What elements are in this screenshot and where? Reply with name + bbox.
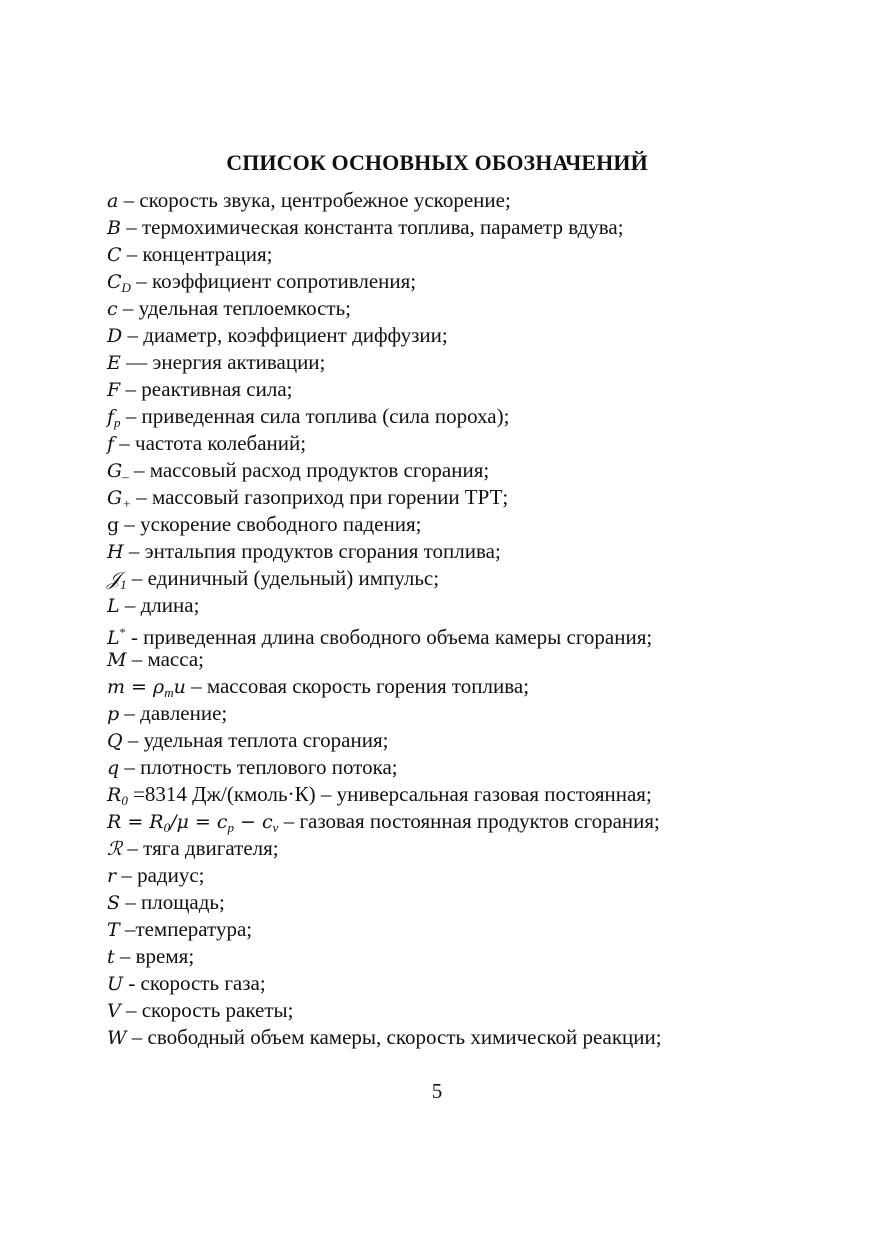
notation-symbol: C	[107, 244, 122, 266]
notation-description: – концентрация;	[121, 242, 273, 266]
notation-entry	[107, 376, 807, 403]
notation-description: – реактивная сила;	[120, 377, 293, 401]
notation-symbol-continued: /μ = c	[170, 811, 228, 833]
notation-symbol: q	[107, 757, 120, 779]
notation-subscript: v	[272, 820, 279, 835]
notation-description: – тяга двигателя;	[122, 836, 279, 860]
notation-symbol-continued: − c	[234, 811, 273, 833]
notation-description: – массовый расход продуктов сгорания;	[128, 458, 490, 482]
notation-symbol-continued: u	[173, 676, 186, 698]
notation-description: — энергия активации;	[120, 350, 326, 374]
notation-entry	[107, 970, 807, 997]
notation-symbol: G	[107, 460, 123, 482]
notation-entry	[107, 322, 807, 349]
notation-entry	[107, 1024, 807, 1051]
notation-description: – единичный (удельный) импульс;	[126, 566, 440, 590]
notation-description: – приведенная сила топлива (сила пороха);	[120, 404, 510, 428]
notation-entry	[107, 241, 807, 268]
notation-symbol: p	[107, 703, 120, 725]
notation-subscript: 0	[163, 820, 171, 835]
notation-symbol: V	[107, 1000, 121, 1022]
notation-symbol: L	[107, 627, 120, 649]
notation-entry	[107, 430, 807, 457]
page-title: СПИСОК ОСНОВНЫХ ОБОЗНАЧЕНИЙ	[226, 150, 648, 175]
notation-subscript: m	[164, 685, 174, 700]
notation-entry	[107, 997, 807, 1024]
notation-description: – массовая скорость горения топлива;	[185, 674, 530, 698]
notation-entry	[107, 268, 807, 295]
notation-subscript: D	[121, 280, 131, 295]
notation-symbol: W	[107, 1027, 127, 1049]
notation-subscript: –	[122, 469, 129, 484]
notation-entry	[107, 187, 807, 214]
notation-entry	[107, 538, 807, 565]
notation-entry	[107, 943, 807, 970]
notation-symbol: t	[107, 946, 115, 968]
notation-entry	[107, 484, 807, 511]
notation-description: – массовый газоприход при горении ТРТ;	[130, 485, 509, 509]
notation-subscript: p	[114, 415, 121, 430]
notation-description: – энтальпия продуктов сгорания топлива;	[123, 539, 501, 563]
notation-symbol: m = ρ	[107, 676, 165, 698]
notation-description: – плотность теплового потока;	[119, 755, 398, 779]
notation-entry	[107, 295, 807, 322]
notation-description: =8314 Дж/(кмоль·К) – универсальная газовая постоянная;	[127, 782, 652, 806]
notation-description: – давление;	[119, 701, 228, 725]
notation-symbol: g	[107, 514, 120, 536]
notation-subscript: 1	[120, 577, 127, 592]
notation-description: - скорость газа;	[123, 971, 266, 995]
notation-symbol: D	[107, 325, 123, 347]
notation-description: – скорость звука, центробежное ускорение;	[118, 188, 511, 212]
notation-description: – коэффициент сопротивления;	[130, 269, 417, 293]
notation-description: – длина;	[119, 593, 200, 617]
notation-entry	[107, 916, 807, 943]
notation-symbol: L	[107, 595, 120, 617]
notation-description: – удельная теплоемкость;	[117, 296, 352, 320]
notation-entry	[107, 754, 807, 781]
notation-entry	[107, 511, 807, 538]
notation-entry	[107, 565, 807, 592]
notation-symbol: Q	[107, 730, 123, 752]
notation-entry	[107, 835, 807, 862]
notation-entry	[107, 781, 807, 808]
notation-entry	[107, 727, 807, 754]
notation-entry	[107, 403, 807, 430]
notation-entry	[107, 889, 807, 916]
notation-list	[107, 187, 807, 1051]
notation-entry	[107, 808, 807, 835]
notation-entry	[107, 646, 807, 673]
page-number: 5	[431, 1079, 443, 1103]
notation-symbol: a	[107, 190, 119, 212]
notation-symbol: H	[107, 541, 124, 563]
notation-description: – площадь;	[120, 890, 225, 914]
notation-description: – время;	[114, 944, 195, 968]
notation-entry	[107, 349, 807, 376]
notation-description: – масса;	[126, 647, 204, 671]
notation-description: – диаметр, коэффициент диффузии;	[122, 323, 448, 347]
notation-entry	[107, 457, 807, 484]
notation-description: - приведенная длина свободного объема камеры сгорания;	[125, 625, 653, 649]
notation-entry	[107, 673, 807, 700]
notation-symbol: ℛ	[107, 838, 123, 860]
notation-symbol: c	[107, 298, 118, 320]
notation-symbol: R = R	[107, 811, 164, 833]
notation-description: – термохимическая константа топлива, параметр вдува;	[120, 215, 624, 239]
notation-symbol: E	[107, 352, 121, 374]
notation-description: –температура;	[119, 917, 253, 941]
notation-description: – ускорение свободного падения;	[119, 512, 422, 536]
notation-entry	[107, 592, 807, 619]
notation-symbol: F	[107, 379, 121, 401]
notation-entry	[107, 862, 807, 889]
notation-entry	[107, 619, 807, 649]
notation-symbol: G	[107, 487, 123, 509]
notation-symbol: M	[107, 649, 127, 671]
notation-subscript: +	[122, 496, 131, 511]
notation-symbol: T	[107, 919, 120, 941]
notation-symbol: U	[107, 973, 124, 995]
notation-symbol: R	[107, 784, 122, 806]
notation-description: – частота колебаний;	[114, 431, 307, 455]
notation-description: – скорость ракеты;	[120, 998, 294, 1022]
notation-description: – газовая постоянная продуктов сгорания;	[278, 809, 660, 833]
notation-entry	[107, 700, 807, 727]
notation-symbol: f	[107, 433, 115, 455]
notation-symbol: r	[107, 865, 117, 887]
notation-superscript: *	[119, 625, 126, 639]
notation-symbol: C	[107, 271, 122, 293]
notation-entry	[107, 214, 807, 241]
notation-description: – удельная теплота сгорания;	[122, 728, 389, 752]
notation-subscript: p	[227, 820, 235, 835]
notation-symbol: S	[107, 892, 121, 914]
notation-symbol: f	[107, 406, 115, 428]
notation-description: – радиус;	[116, 863, 205, 887]
notation-subscript: 0	[121, 793, 128, 808]
notation-description: – свободный объем камеры, скорость химической реакции;	[126, 1025, 662, 1049]
notation-symbol: B	[107, 217, 121, 239]
notation-symbol: 𝒥	[107, 568, 121, 590]
